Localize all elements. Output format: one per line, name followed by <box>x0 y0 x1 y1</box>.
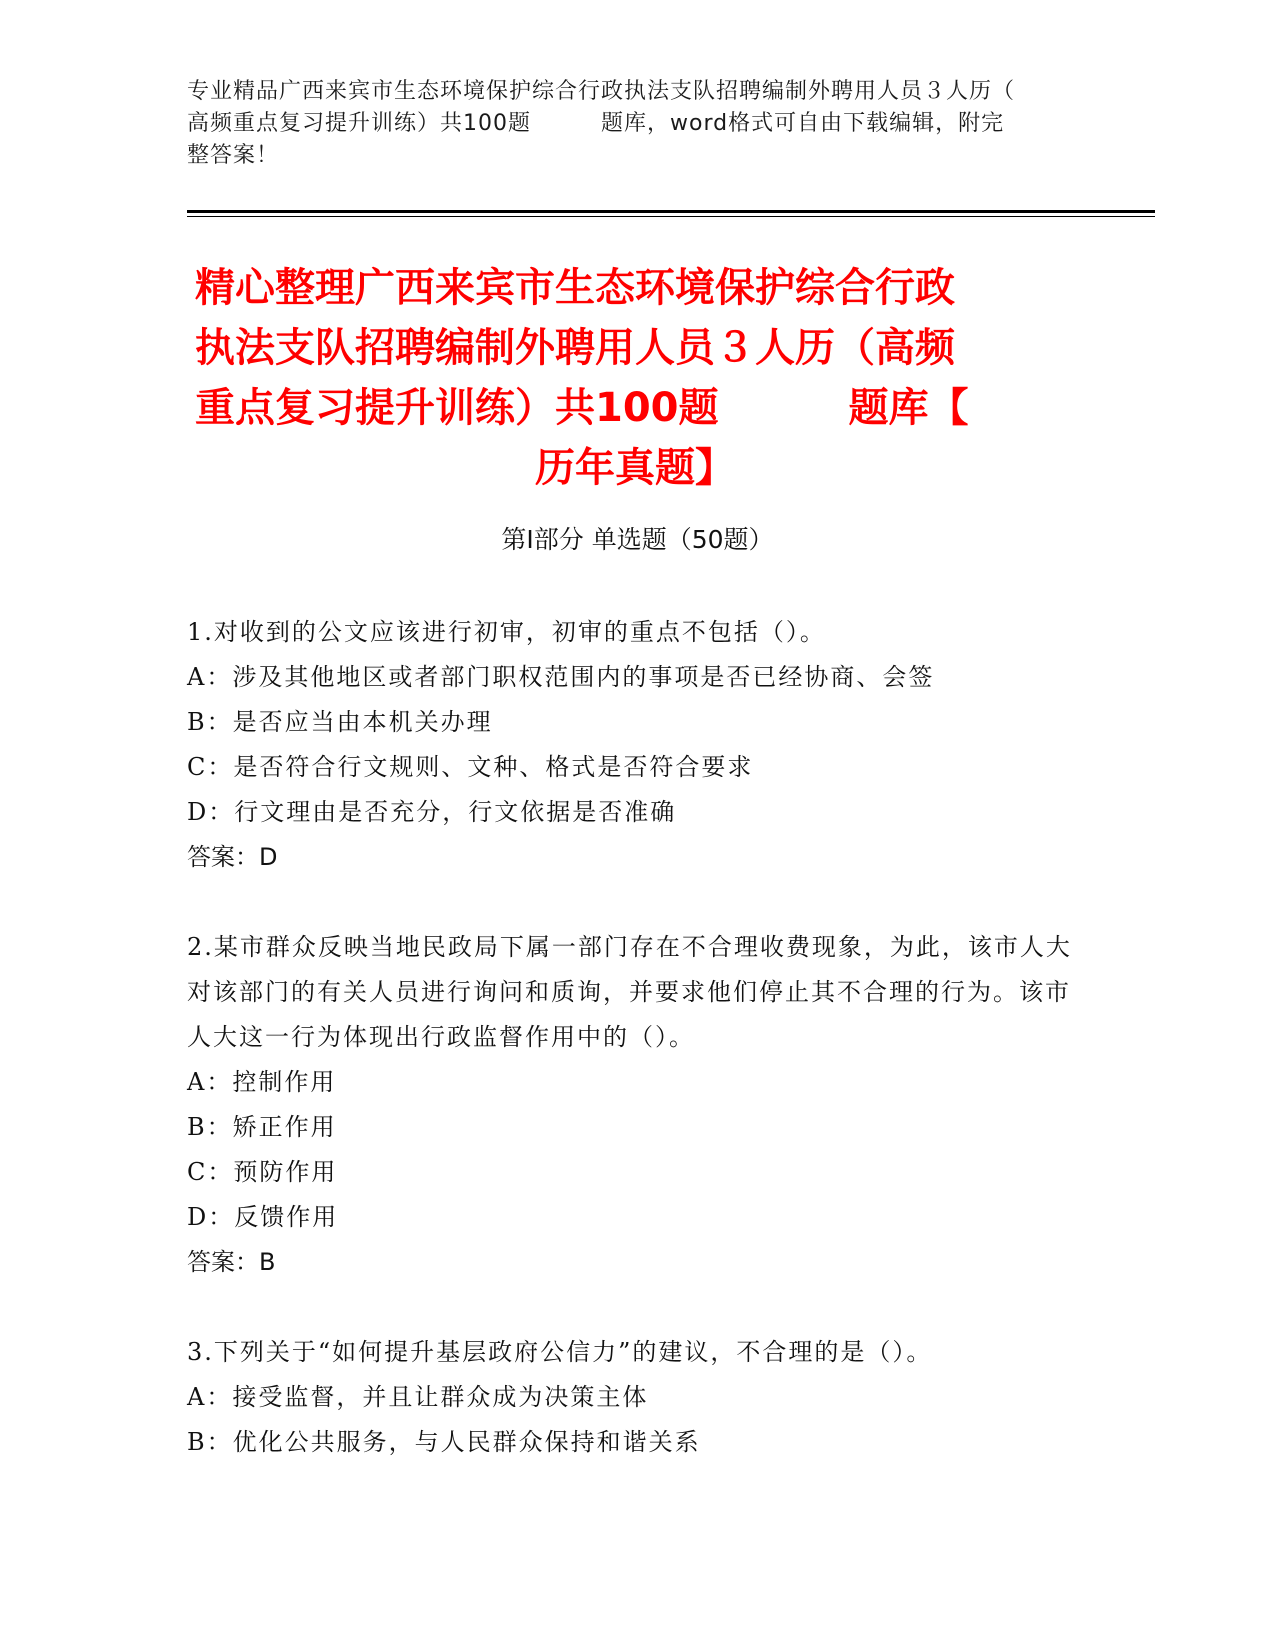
option-c: C：是否符合行文规则、文种、格式是否符合要求 <box>187 753 754 781</box>
header-note-line-2b: 题库，word格式可自由下载编辑，附完 <box>601 111 1005 136</box>
option-a: A：涉及其他地区或者部门职权范围内的事项是否已经协商、会签 <box>187 663 935 691</box>
title-line-3 <box>195 378 1075 438</box>
option-a: A：控制作用 <box>187 1068 337 1096</box>
question-item <box>187 925 1087 1285</box>
title-line-4: 历年真题】 <box>535 445 735 491</box>
title-line-3a: 重点复习提升训练）共100题 <box>195 385 719 431</box>
question-item <box>187 610 1087 880</box>
answer: 答案：B <box>187 1248 276 1276</box>
question-item <box>187 1330 1087 1465</box>
question-stem: 3.下列关于“如何提升基层政府公信力”的建议，不合理的是（）。 <box>187 1338 933 1366</box>
option-b: B：是否应当由本机关办理 <box>187 708 493 736</box>
title-line-2: 执法支队招聘编制外聘用人员３人历（高频 <box>195 325 955 371</box>
option-a: A：接受监督，并且让群众成为决策主体 <box>187 1383 649 1411</box>
header-note-line-2a: 高频重点复习提升训练）共100题 <box>187 111 531 136</box>
header-note <box>187 76 1087 172</box>
option-b: B：优化公共服务，与人民群众保持和谐关系 <box>187 1428 701 1456</box>
header-note-line-3: 整答案！ <box>187 143 280 168</box>
option-d: D：行文理由是否充分，行文依据是否准确 <box>187 798 677 826</box>
question-stem: 1.对收到的公文应该进行初审，初审的重点不包括（）。 <box>187 618 826 646</box>
header-divider-thick <box>187 210 1155 213</box>
header-note-line-1: 专业精品广西来宾市生态环境保护综合行政执法支队招聘编制外聘用人员３人历（ <box>187 79 1016 104</box>
question-stem: 2.某市群众反映当地民政局下属一部门存在不合理收费现象，为此，该市人大对该部门的有关人员进行询问和质询，并要求他们停止其不合理的行为。该市人大这一行为体现出行政监督作用中的（）。 <box>187 933 1072 1051</box>
option-c: C：预防作用 <box>187 1158 338 1186</box>
section-heading: 第Ⅰ部分 单选题（50题） <box>501 525 774 554</box>
question-list <box>187 610 1087 1510</box>
option-b: B：矫正作用 <box>187 1113 337 1141</box>
title-line-3b: 题库【 <box>848 385 969 431</box>
header-note-line-2 <box>187 108 1087 140</box>
answer: 答案：D <box>187 843 278 871</box>
header-divider-thin <box>187 216 1155 217</box>
document-title <box>195 258 1075 498</box>
option-d: D：反馈作用 <box>187 1203 339 1231</box>
title-line-1: 精心整理广西来宾市生态环境保护综合行政 <box>195 265 955 311</box>
